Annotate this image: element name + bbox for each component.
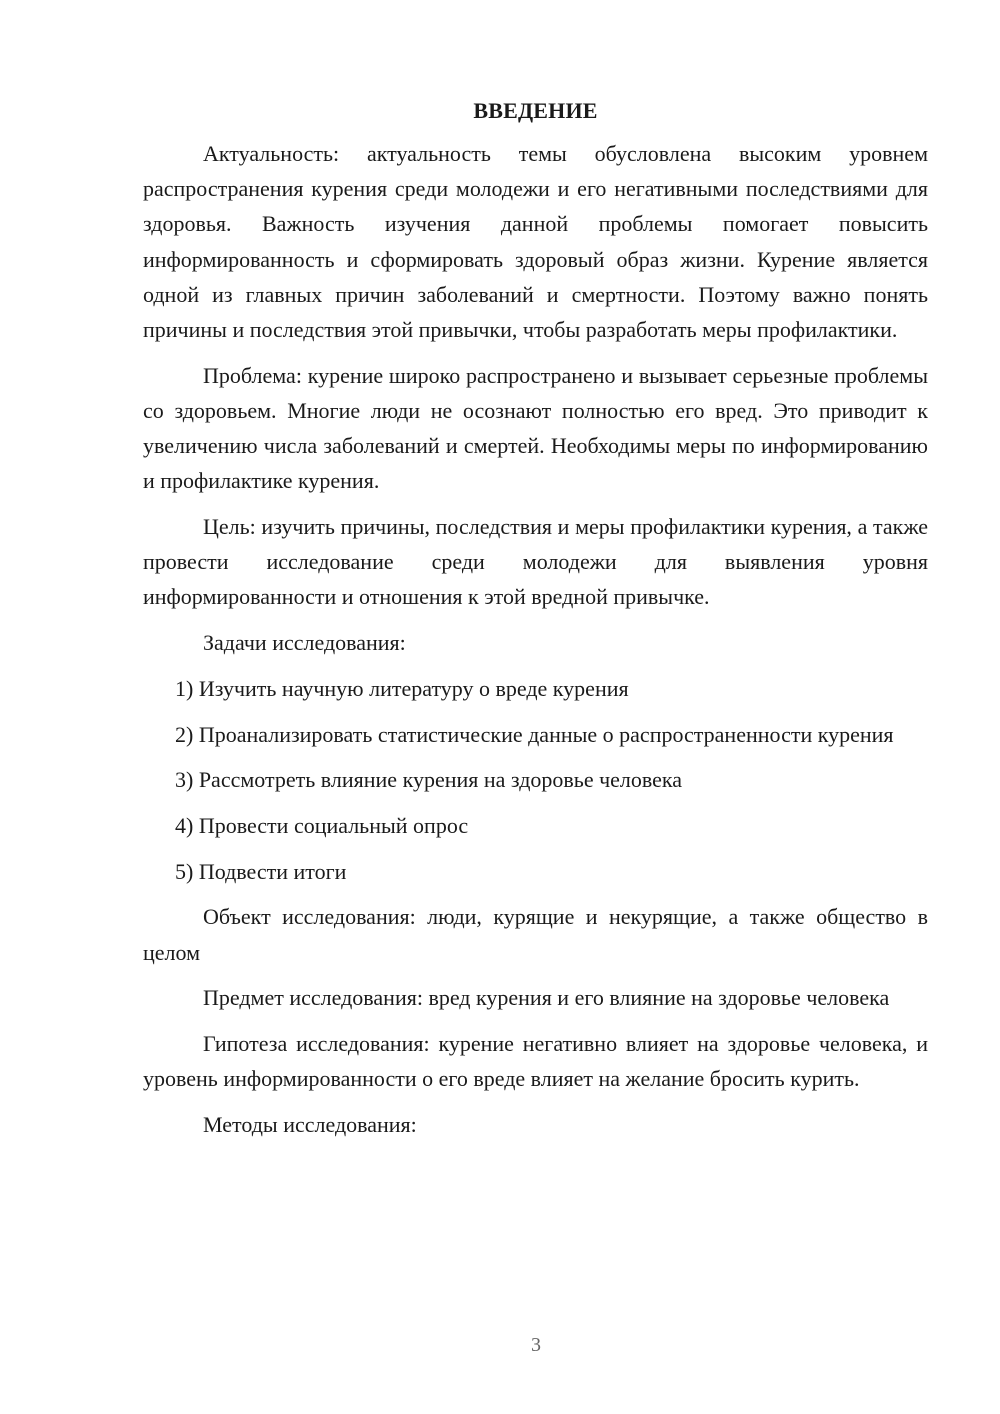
task-item: 1) Изучить научную литературу о вреде курения bbox=[175, 675, 629, 701]
page-number: 3 bbox=[531, 1334, 541, 1356]
object-paragraph: Объект исследования: люди, курящие и некурящие, а также общество в целом bbox=[143, 904, 928, 965]
methods-heading: Методы исследования: bbox=[203, 1111, 417, 1137]
goal-paragraph: Цель: изучить причины, последствия и меры профилактики курения, а также провести исследование среди молодежи для выявления уровня информированности и отношения к этой вредной привычке. bbox=[143, 514, 928, 610]
task-item: 2) Проанализировать статистические данные о распространенности курения bbox=[175, 721, 894, 747]
tasks-heading: Задачи исследования: bbox=[203, 630, 406, 656]
relevance-paragraph: Актуальность: актуальность темы обусловлена высоким уровнем распространения курения среди молодежи и его негативными последствиями для здоровья. Важность изучения данной проблемы помогает повысить информированность и сформировать здоровый образ жизни. Курение является одной из главных причин заболеваний и смертности. Поэтому важно понять причины и последствия этой привычки, чтобы разработать меры профилактики. bbox=[143, 141, 928, 343]
section-title: ВВЕДЕНИЕ bbox=[473, 98, 598, 123]
problem-paragraph: Проблема: курение широко распространено и вызывает серьезные проблемы со здоровьем. Многие люди не осознают полностью его вред. Это приводит к увеличению числа заболеваний и смертей. Необходимы меры по информированию и профилактике курения. bbox=[143, 362, 928, 494]
task-item: 5) Подвести итоги bbox=[175, 858, 347, 884]
page-content bbox=[143, 94, 928, 1153]
task-item: 4) Провести социальный опрос bbox=[175, 812, 469, 838]
task-item: 3) Рассмотреть влияние курения на здоровье человека bbox=[175, 767, 683, 793]
hypothesis-paragraph: Гипотеза исследования: курение негативно влияет на здоровье человека, и уровень информированности о его вреде влияет на желание бросить курить. bbox=[143, 1030, 928, 1092]
subject-paragraph: Предмет исследования: вред курения и его влияние на здоровье человека bbox=[203, 985, 890, 1011]
